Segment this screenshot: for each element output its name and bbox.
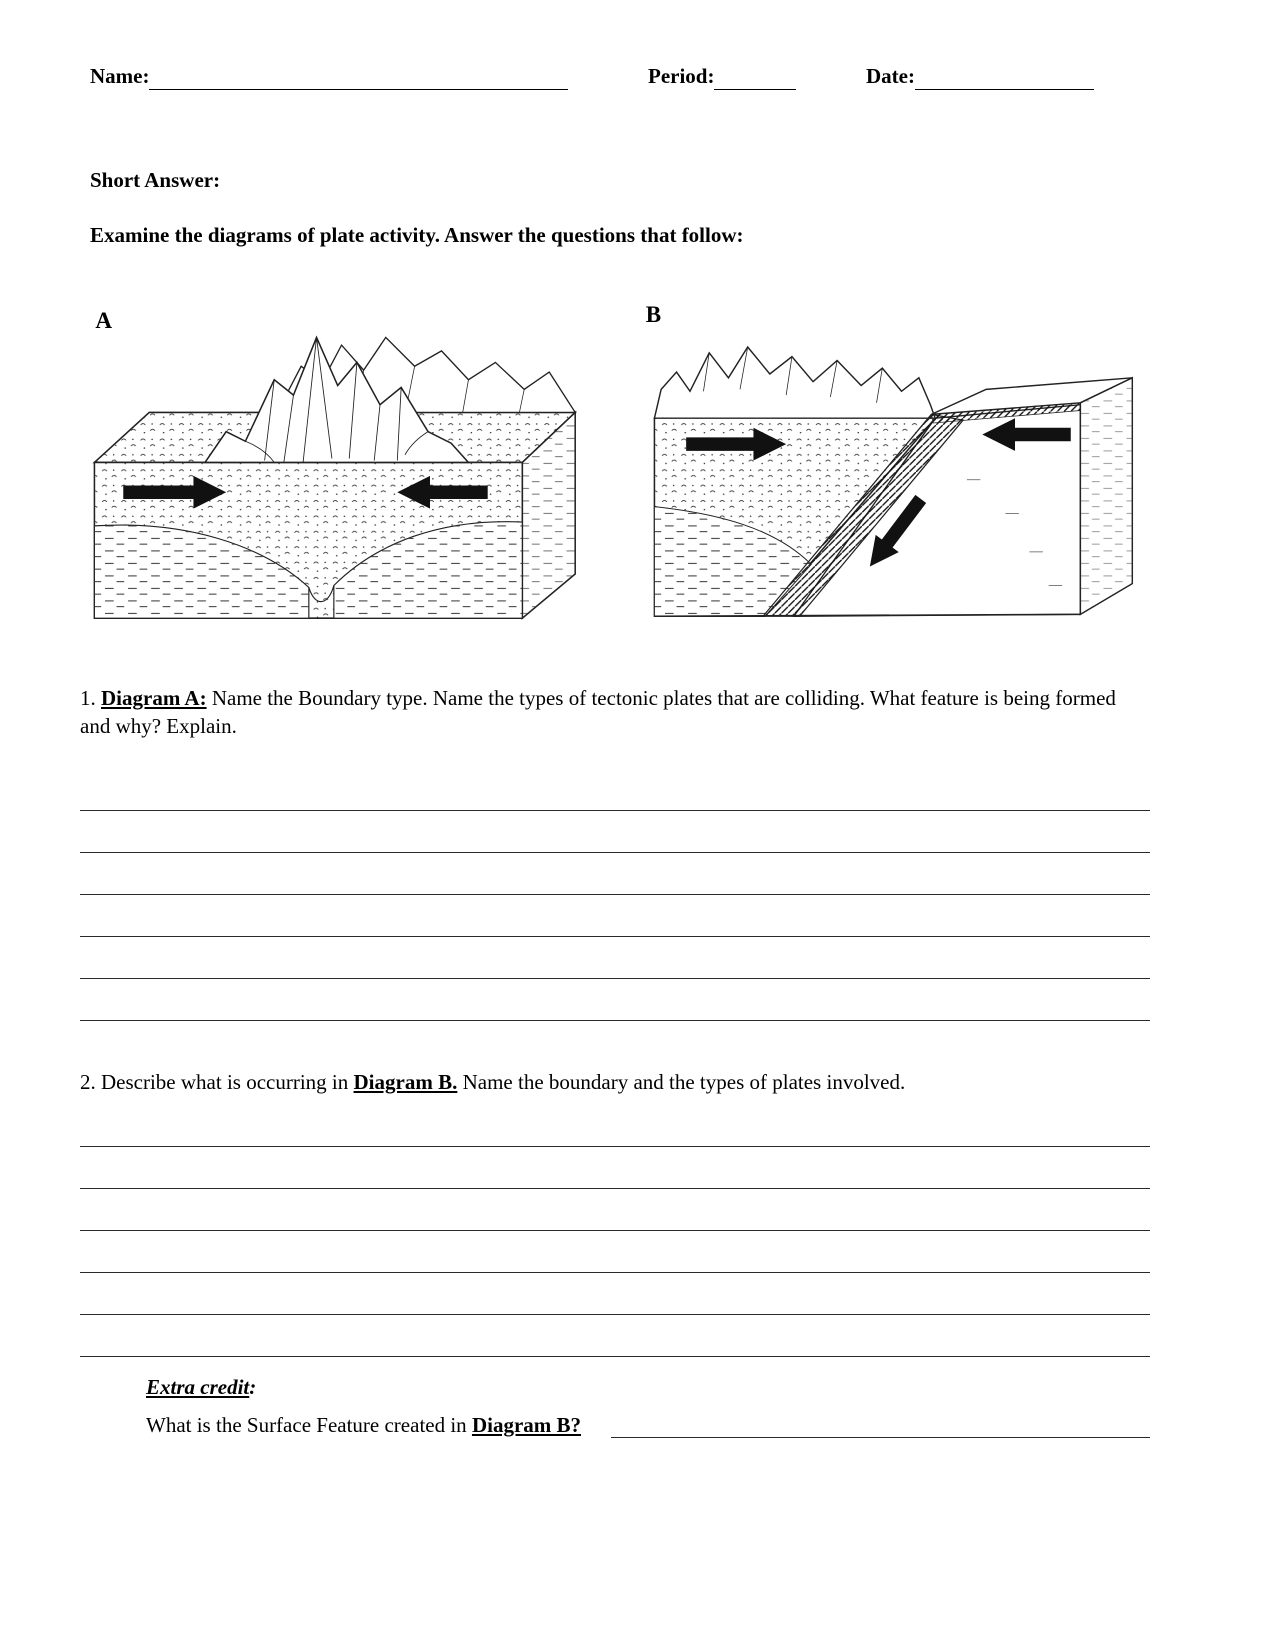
- extra-credit-question-bold: Diagram B?: [471, 1412, 582, 1437]
- answer-line: [80, 1105, 1150, 1147]
- diagrams-row: [80, 294, 1205, 627]
- extra-credit-question-text: [146, 1413, 581, 1438]
- block-b-right-face: [1080, 378, 1132, 615]
- answer-line: [80, 937, 1150, 979]
- question-1-number: 1.: [80, 686, 101, 710]
- date-field: [866, 64, 1094, 90]
- question-1-answer-lines: [80, 769, 1150, 1021]
- diagram-a-label: A: [95, 306, 113, 333]
- extra-credit-heading: [146, 1375, 1205, 1400]
- question-1-bold: Diagram A:: [101, 686, 207, 710]
- answer-line: [80, 1189, 1150, 1231]
- answer-line: [80, 1315, 1150, 1357]
- extra-credit-question: [146, 1412, 1150, 1438]
- extra-credit-answer-blank: [611, 1412, 1150, 1438]
- diagram-b-illustration: [640, 294, 1140, 627]
- date-blank: [915, 64, 1094, 90]
- answer-line: [80, 1147, 1150, 1189]
- extra-credit-label: Extra credit: [146, 1374, 250, 1399]
- question-1-text: Name the Boundary type. Name the types of tectonic plates that are colliding. What feature is being formed and why? Explain.: [80, 686, 1116, 738]
- extra-credit-colon: :: [249, 1374, 257, 1399]
- question-2-bold: Diagram B.: [353, 1069, 458, 1094]
- question-2-answer-lines: [80, 1105, 1150, 1357]
- answer-line: [80, 979, 1150, 1021]
- date-label: Date:: [866, 64, 915, 88]
- answer-line: [80, 895, 1150, 937]
- period-field: [648, 64, 796, 90]
- back-mountains: [654, 347, 935, 418]
- answer-line: [80, 1273, 1150, 1315]
- instructions-text: Examine the diagrams of plate activity. Answer the questions that follow:: [90, 223, 744, 247]
- period-blank: [714, 64, 796, 90]
- question-1: [80, 685, 1205, 741]
- question-2-suffix: Name the boundary and the types of plates involved.: [457, 1069, 906, 1094]
- question-2-prefix: 2. Describe what is occurring in: [80, 1069, 354, 1094]
- diagram-a-illustration: [80, 294, 580, 627]
- name-label: Name:: [90, 64, 150, 88]
- header: [80, 64, 1205, 90]
- answer-line: [80, 811, 1150, 853]
- diagram-b-label: B: [645, 301, 662, 328]
- answer-line: [80, 1231, 1150, 1273]
- period-label: Period:: [648, 64, 715, 88]
- name-field: [90, 64, 568, 90]
- answer-line: [80, 853, 1150, 895]
- short-answer-heading: Short Answer:: [90, 168, 221, 192]
- name-blank: [149, 64, 568, 90]
- question-2: [80, 1069, 1205, 1097]
- extra-credit-question-prefix: What is the Surface Feature created in: [146, 1412, 472, 1437]
- answer-line: [80, 769, 1150, 811]
